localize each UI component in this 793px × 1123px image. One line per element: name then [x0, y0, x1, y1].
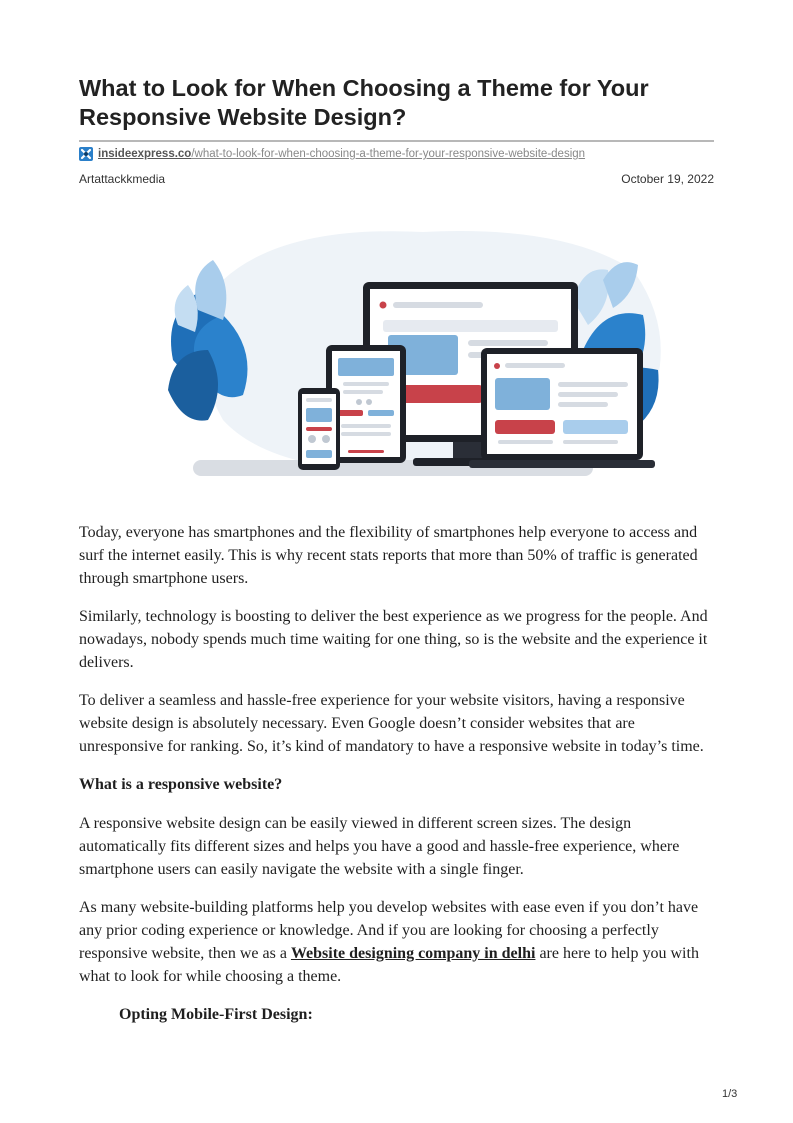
- paragraph: A responsive website design can be easily viewed in different screen sizes. The design automatically fits different sizes and helps you have a good and hassle-free experience, where smartphone users can easily navigate the website with a single finger.: [79, 815, 680, 878]
- article-body: [79, 521, 719, 1041]
- publish-date: October 19, 2022: [621, 172, 714, 186]
- title-divider: [79, 140, 714, 142]
- website-designing-company-link[interactable]: Website designing company in delhi: [290, 945, 536, 962]
- subsection-heading: Opting Mobile-First Design:: [119, 1006, 313, 1023]
- paragraph: Today, everyone has smartphones and the flexibility of smartphones help everyone to access and surf the internet easily. This is why recent stats reports that more than 50% of traffic is generated through smartphone users.: [79, 524, 698, 587]
- article-title: What to Look for When Choosing a Theme for Your Responsive Website Design?: [79, 75, 649, 130]
- paragraph: To deliver a seamless and hassle-free experience for your website visitors, having a responsive website design is absolutely necessary. Even Google doesn’t consider websites that are unresponsive for ranking. So, it’s kind of mandatory to have a responsive website in today’s time.: [79, 692, 704, 755]
- page-number: 1/3: [722, 1088, 738, 1100]
- section-heading: What is a responsive website?: [79, 776, 283, 793]
- paragraph-text: As many website-building platforms help you develop websites with ease even if you don’t have any prior coding experience or knowledge. And if you are looking for choosing a perfectly responsive website, then we as a: [79, 899, 699, 962]
- paragraph-text: are here to help you with what to look for while choosing a theme.: [79, 945, 699, 985]
- site-favicon-icon: [79, 147, 93, 161]
- source-path[interactable]: /what-to-look-for-when-choosing-a-theme-for-your-responsive-website-design: [191, 148, 586, 160]
- source-link[interactable]: [79, 146, 585, 162]
- paragraph: Similarly, technology is boosting to deliver the best experience as we progress for the people. And nowadays, nobody spends much time waiting for one thing, so is the website and the experience it delivers.: [79, 608, 708, 671]
- laptop-device: [469, 348, 655, 468]
- author: Artattackkmedia: [79, 172, 166, 186]
- paragraph: [79, 896, 719, 988]
- phone-device: [298, 388, 340, 470]
- source-domain[interactable]: insideexpress.co: [98, 148, 192, 160]
- article-meta: [79, 172, 714, 186]
- hero-illustration: [163, 220, 683, 495]
